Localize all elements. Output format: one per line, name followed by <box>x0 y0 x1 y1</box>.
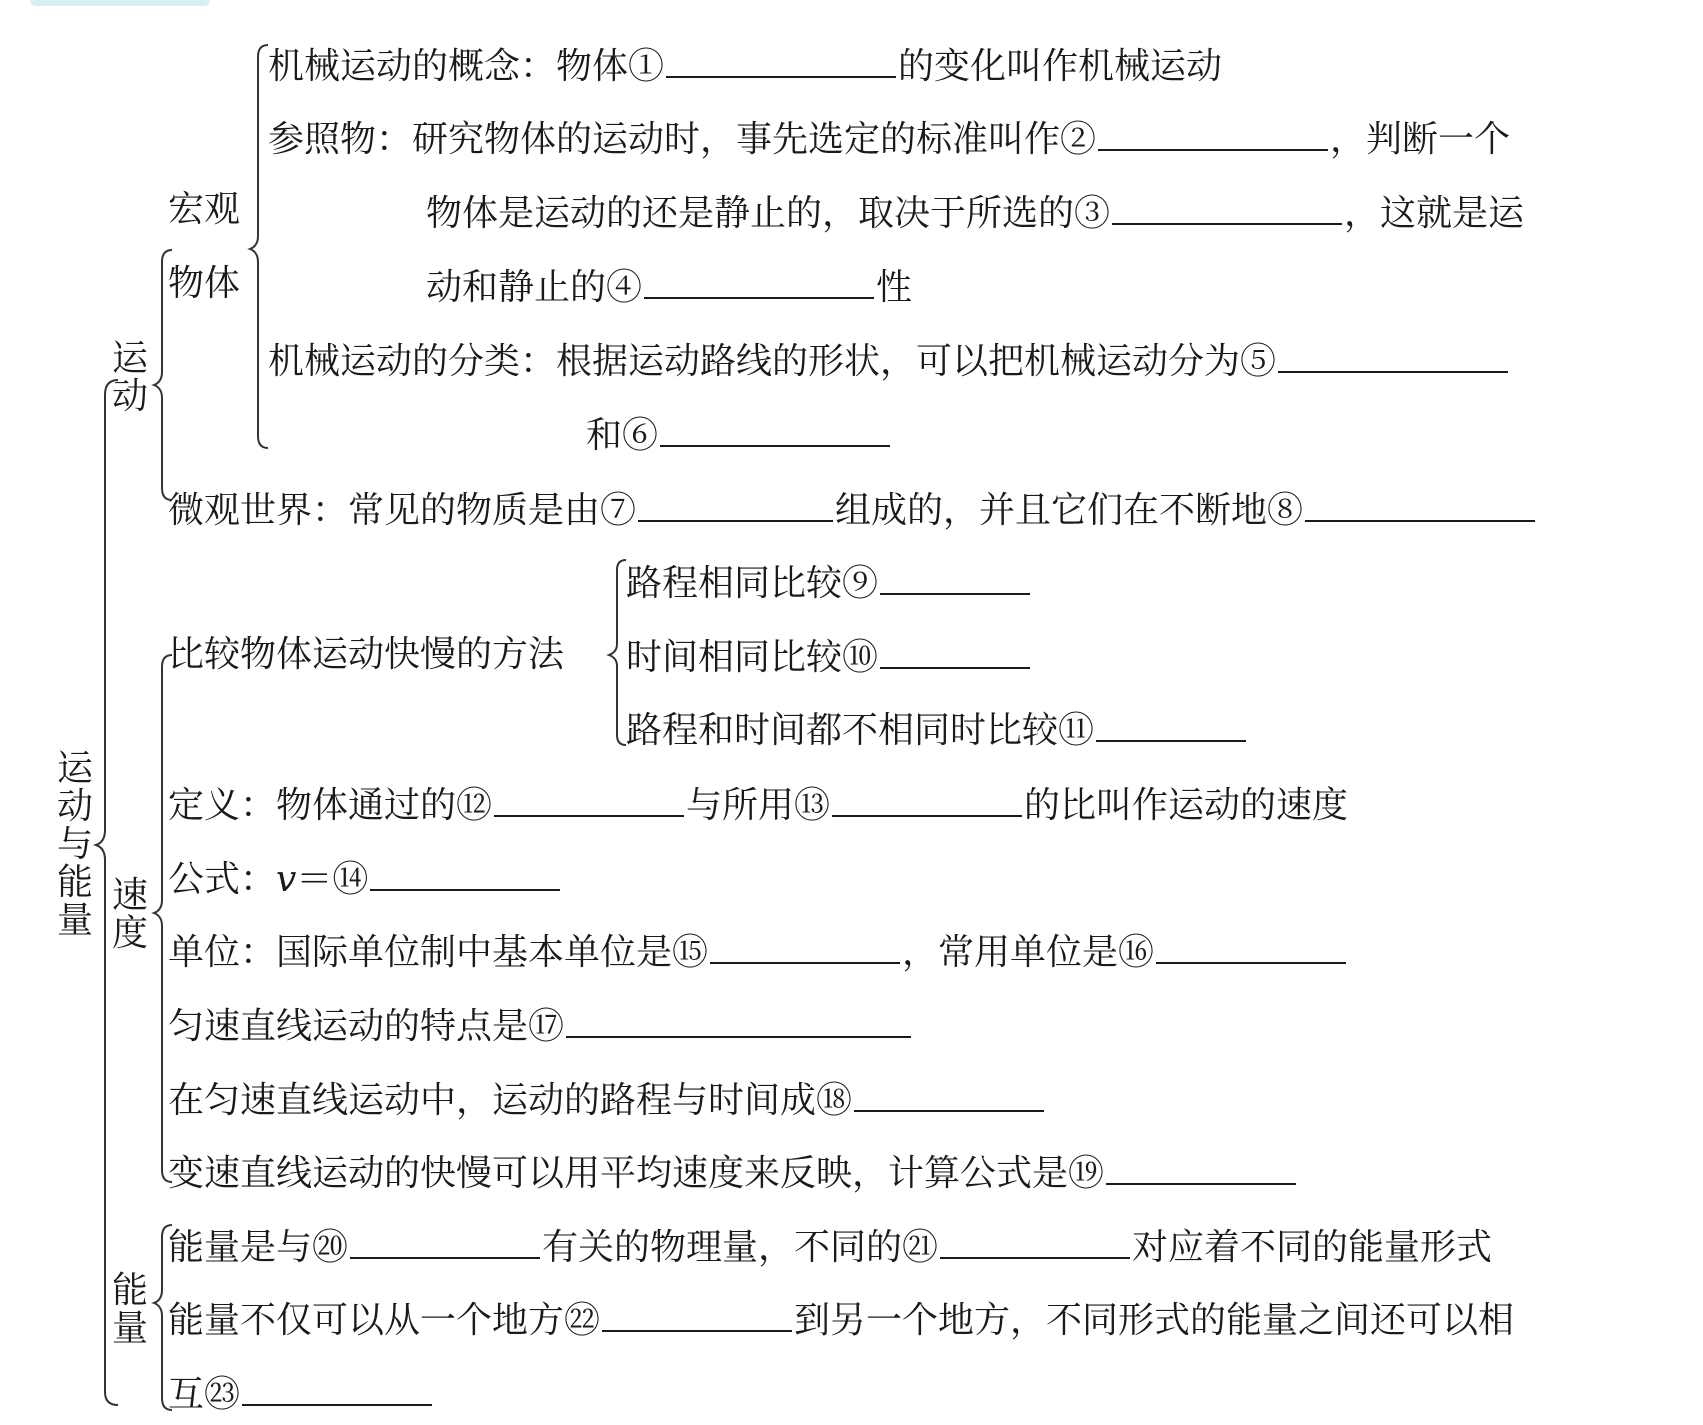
motion-label-char: 动 <box>111 376 148 417</box>
blank-22[interactable] <box>602 1294 792 1332</box>
reference-text-end: ，这就是运 <box>1344 193 1525 234</box>
blank-18[interactable] <box>854 1074 1044 1112</box>
reference-text: 物体是运动的还是静止的，取决于所选的③ <box>426 193 1111 234</box>
energy-text-end: 到另一个地方，不同形式的能量之间还可以相 <box>794 1300 1515 1341</box>
speed-label-char: 速 <box>111 875 148 916</box>
macro-label-top: 宏观 <box>168 189 241 230</box>
formula-text: 公式： <box>168 859 277 900</box>
compare-item-3 <box>626 704 1248 753</box>
energy-label <box>110 1272 150 1348</box>
root-char: 量 <box>56 900 93 941</box>
energy-text-mid: 有关的物理量，不同的㉑ <box>542 1227 939 1268</box>
compare-item-2 <box>626 631 1032 680</box>
compare-text: 路程和时间都不相同时比较⑪ <box>626 710 1095 751</box>
blank-11[interactable] <box>1096 704 1246 742</box>
blank-15[interactable] <box>710 926 900 964</box>
root-char: 运 <box>56 748 93 789</box>
classification-line-2 <box>586 409 892 458</box>
concept-text: 机械运动的概念：物体① <box>268 46 665 87</box>
root-char: 动 <box>56 786 93 827</box>
uniform-text: 匀速直线运动的特点是⑰ <box>168 1006 565 1047</box>
proportion-text: 在匀速直线运动中，运动的路程与时间成⑱ <box>168 1080 853 1121</box>
reference-text: 参照物：研究物体的运动时，事先选定的标准叫作② <box>268 119 1097 160</box>
classification-text: 和⑥ <box>586 415 659 456</box>
formula-line <box>168 853 562 902</box>
motion-label-char: 运 <box>111 338 148 379</box>
classification-line-1 <box>268 335 1510 384</box>
blank-16[interactable] <box>1156 926 1346 964</box>
reference-line-3 <box>426 261 912 310</box>
variable-line <box>168 1147 1298 1196</box>
blank-23[interactable] <box>242 1368 432 1406</box>
blank-3[interactable] <box>1112 187 1342 225</box>
blank-17[interactable] <box>566 1000 911 1038</box>
classification-text: 机械运动的分类：根据运动路线的形状，可以把机械运动分为⑤ <box>268 341 1277 382</box>
blank-12[interactable] <box>494 779 684 817</box>
motion-label <box>110 340 150 416</box>
micro-line <box>168 484 1537 533</box>
concept-text-end: 的变化叫作机械运动 <box>898 46 1223 87</box>
reference-text-end: ，判断一个 <box>1330 119 1511 160</box>
blank-6[interactable] <box>660 409 890 447</box>
root-label <box>55 750 95 940</box>
definition-text-mid: 与所用⑬ <box>686 785 831 826</box>
micro-text: 微观世界：常见的物质是由⑦ <box>168 490 637 531</box>
blank-7[interactable] <box>638 484 833 522</box>
compare-brace <box>609 560 626 745</box>
reference-line-2 <box>426 187 1524 236</box>
reference-text: 动和静止的④ <box>426 267 643 308</box>
uniform-line <box>168 1000 913 1049</box>
blank-4[interactable] <box>644 261 874 299</box>
macro-brace <box>250 45 268 448</box>
compare-label: 比较物体运动快慢的方法 <box>168 634 565 675</box>
speed-label-char: 度 <box>111 913 148 954</box>
blank-5[interactable] <box>1278 335 1508 373</box>
energy-line-3 <box>168 1368 434 1417</box>
blank-13[interactable] <box>832 779 1022 817</box>
energy-text-end: 对应着不同的能量形式 <box>1132 1227 1493 1268</box>
definition-text: 定义：物体通过的⑫ <box>168 785 493 826</box>
blank-20[interactable] <box>350 1221 540 1259</box>
energy-text: 能量是与⑳ <box>168 1227 349 1268</box>
root-char: 与 <box>56 824 93 865</box>
energy-label-char: 量 <box>111 1308 148 1349</box>
root-char: 能 <box>56 862 93 903</box>
energy-line-1 <box>168 1221 1492 1270</box>
proportion-line <box>168 1074 1046 1123</box>
blank-2[interactable] <box>1098 113 1328 151</box>
compare-item-1 <box>626 557 1032 606</box>
speed-label <box>110 877 150 953</box>
definition-line <box>168 779 1348 828</box>
reference-text-end: 性 <box>876 267 913 308</box>
unit-line <box>168 926 1348 975</box>
concept-line <box>268 40 1222 89</box>
energy-label-char: 能 <box>111 1270 148 1311</box>
definition-text-end: 的比叫作运动的速度 <box>1024 785 1349 826</box>
blank-8[interactable] <box>1305 484 1535 522</box>
formula-variable: v <box>276 859 297 900</box>
macro-label-bottom: 物体 <box>168 263 241 304</box>
blank-21[interactable] <box>940 1221 1130 1259</box>
energy-text: 互㉓ <box>168 1374 241 1415</box>
unit-text: 单位：国际单位制中基本单位是⑮ <box>168 932 709 973</box>
unit-text-mid: ，常用单位是⑯ <box>902 932 1155 973</box>
compare-text: 时间相同比较⑩ <box>626 637 879 678</box>
reference-line-1 <box>268 113 1510 162</box>
compare-text: 路程相同比较⑨ <box>626 563 879 604</box>
energy-line-2 <box>168 1294 1514 1343</box>
energy-text: 能量不仅可以从一个地方㉒ <box>168 1300 601 1341</box>
variable-text: 变速直线运动的快慢可以用平均速度来反映，计算公式是⑲ <box>168 1153 1105 1194</box>
blank-19[interactable] <box>1106 1147 1296 1185</box>
blank-9[interactable] <box>880 557 1030 595</box>
blank-14[interactable] <box>370 853 560 891</box>
formula-equals: ＝⑭ <box>296 859 369 900</box>
blank-1[interactable] <box>666 40 896 78</box>
micro-text-mid: 组成的，并且它们在不断地⑧ <box>835 490 1304 531</box>
blank-10[interactable] <box>880 631 1030 669</box>
